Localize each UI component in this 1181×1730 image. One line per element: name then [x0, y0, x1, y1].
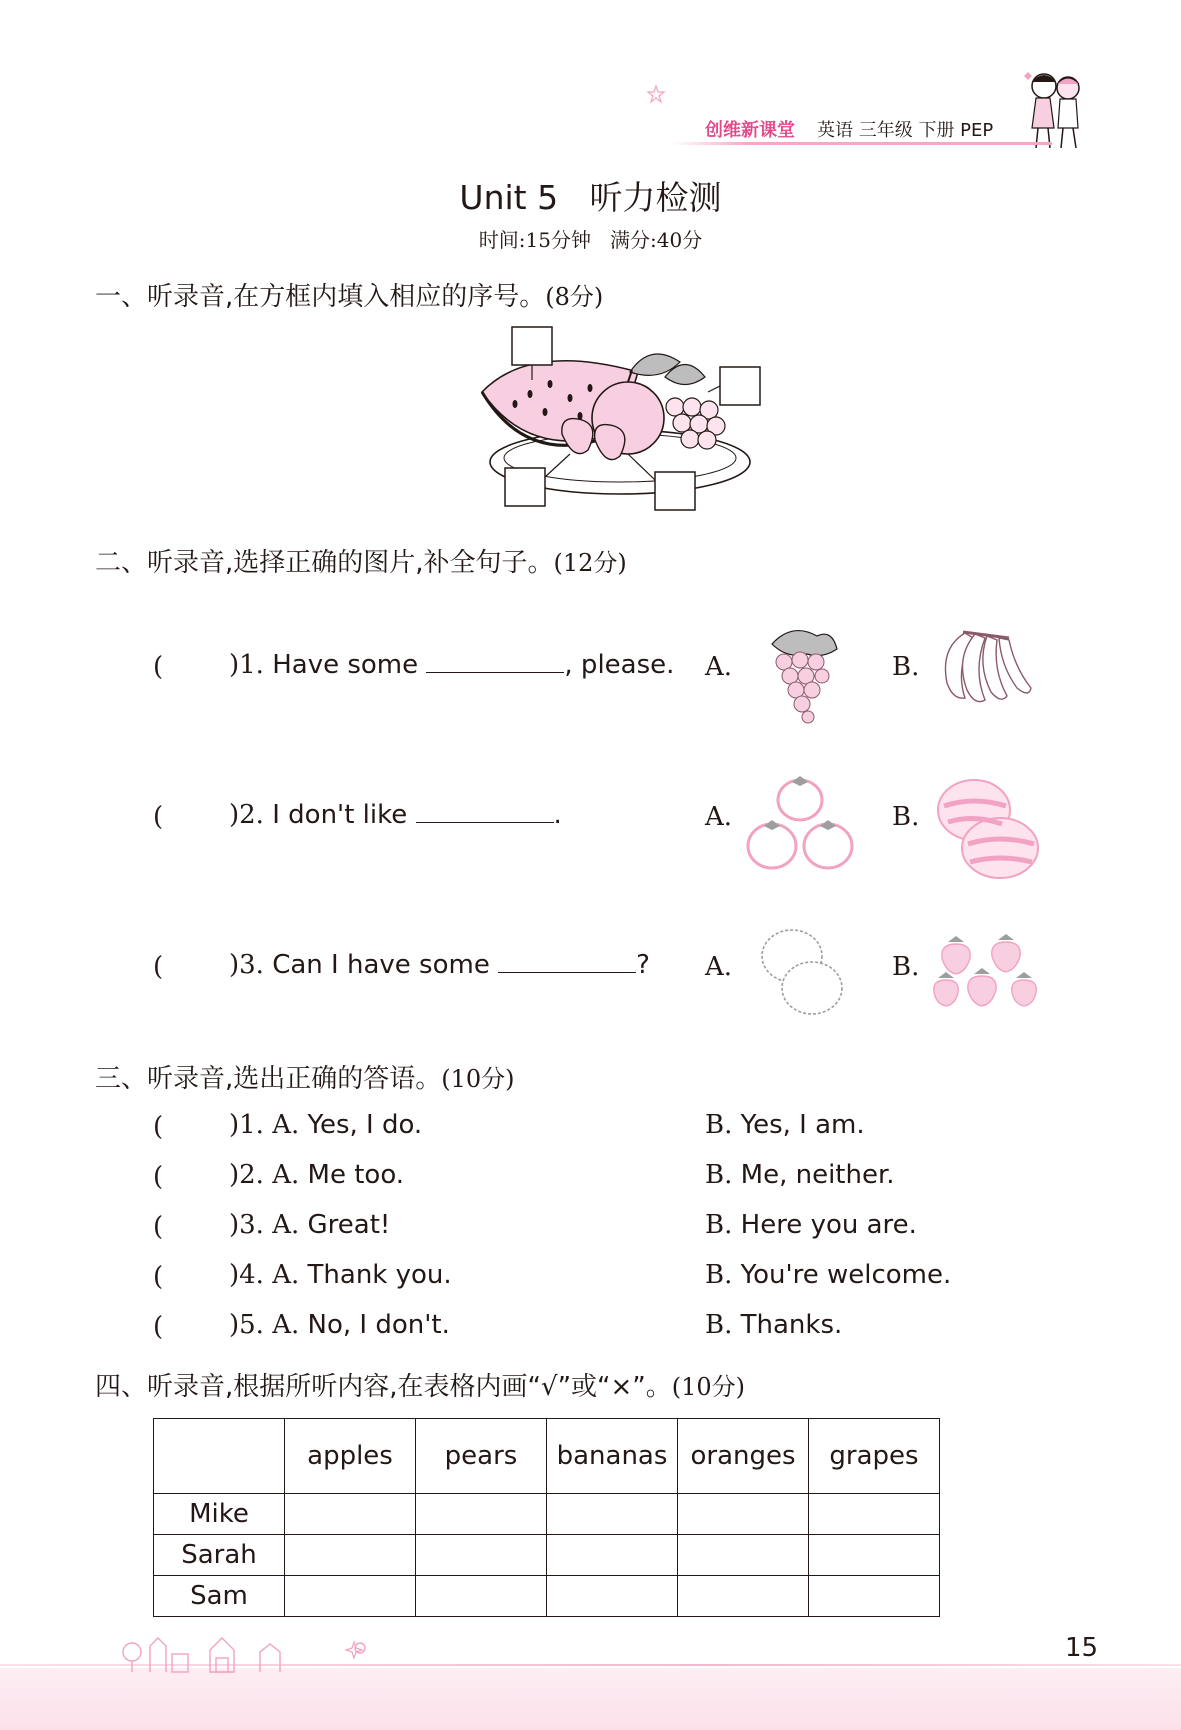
row-header: Sarah	[154, 1535, 285, 1576]
option-a-text: No, I don't.	[307, 1310, 450, 1340]
section3-item-1-option-b	[705, 1110, 865, 1140]
page-number: 15	[1065, 1633, 1099, 1663]
item-number: )4.	[229, 1260, 264, 1290]
option-a-label: A.	[272, 1110, 300, 1140]
answer-cell[interactable]	[809, 1494, 940, 1535]
page-title: Unit 5 听力检测	[459, 178, 722, 217]
question-text-end: , please.	[564, 650, 675, 680]
answer-cell[interactable]	[285, 1494, 416, 1535]
row-header: Mike	[154, 1494, 285, 1535]
column-header: apples	[285, 1419, 416, 1494]
section2-question-1	[229, 650, 674, 680]
option-b-label: B.	[892, 952, 920, 982]
answer-cell[interactable]	[678, 1535, 809, 1576]
watermelons-icon[interactable]	[934, 776, 1040, 880]
option-b-label: B.	[892, 802, 920, 832]
option-a-text: Great!	[307, 1210, 391, 1240]
section1-heading	[95, 276, 603, 313]
option-a-label: A.	[272, 1160, 300, 1190]
section3-item-3	[229, 1210, 390, 1240]
table-row	[154, 1535, 940, 1576]
oranges-icon[interactable]	[756, 926, 848, 1018]
row-header: Sam	[154, 1576, 285, 1617]
table-row	[154, 1576, 940, 1617]
question-number: )2.	[229, 800, 264, 830]
kids-mascot-icon	[1010, 68, 1090, 152]
option-b-text: You're welcome.	[740, 1260, 952, 1290]
section3-item-4-option-b	[705, 1260, 951, 1290]
question-number: )1.	[229, 650, 264, 680]
bananas-icon[interactable]	[935, 628, 1035, 708]
answer-paren-open: (	[153, 652, 164, 682]
answer-cell[interactable]	[547, 1576, 678, 1617]
answer-cell[interactable]	[416, 1535, 547, 1576]
fruit-plate-illustration	[470, 322, 770, 518]
brand-label: 创维新课堂	[705, 120, 795, 141]
grapes-icon[interactable]	[762, 624, 842, 724]
question-text-end: .	[553, 800, 562, 830]
section2-question-3	[229, 950, 650, 980]
answer-paren-open: (	[153, 1112, 164, 1142]
item-number: )1.	[229, 1110, 264, 1140]
answer-blank[interactable]	[416, 802, 554, 823]
option-b-text: Thanks.	[740, 1310, 843, 1340]
column-header: oranges	[678, 1419, 809, 1494]
section3-text: 三、听录音,选出正确的答语。	[95, 1064, 442, 1094]
table-header-row	[154, 1419, 940, 1494]
section3-item-2	[229, 1160, 404, 1190]
answer-cell[interactable]	[547, 1535, 678, 1576]
section4-heading	[95, 1366, 745, 1403]
option-b-label: B.	[705, 1310, 733, 1340]
section3-item-5-option-b	[705, 1310, 842, 1340]
answer-cell[interactable]	[809, 1535, 940, 1576]
section2-points: (12分)	[553, 549, 627, 577]
column-header: pears	[416, 1419, 547, 1494]
star-icon	[646, 84, 666, 104]
option-a-text: Me too.	[307, 1160, 405, 1190]
question-text: Have some	[272, 650, 419, 680]
answer-cell[interactable]	[547, 1494, 678, 1535]
answer-blank[interactable]	[498, 952, 636, 973]
book-info: 英语 三年级 下册 PEP	[817, 120, 994, 141]
section3-item-4	[229, 1260, 452, 1290]
section3-points: (10分)	[441, 1065, 515, 1093]
answer-cell[interactable]	[416, 1576, 547, 1617]
option-b-label: B.	[892, 652, 920, 682]
answer-cell[interactable]	[285, 1576, 416, 1617]
question-text: I don't like	[272, 800, 408, 830]
option-b-text: Me, neither.	[740, 1160, 895, 1190]
section3-item-1	[229, 1110, 422, 1140]
option-a-label: A.	[272, 1210, 300, 1240]
option-a-label: A.	[705, 952, 733, 982]
answer-paren-open: (	[153, 1312, 164, 1342]
section1-text: 一、听录音,在方框内填入相应的序号。	[95, 282, 546, 312]
answer-paren-open: (	[153, 802, 164, 832]
option-b-label: B.	[705, 1260, 733, 1290]
table-corner-cell	[154, 1419, 285, 1494]
page-subtitle: 时间:15分钟 满分:40分	[478, 228, 703, 252]
answer-paren-open: (	[153, 1212, 164, 1242]
header-divider	[672, 142, 1052, 145]
answer-blank[interactable]	[426, 652, 564, 673]
strawberries-icon[interactable]	[926, 930, 1046, 1010]
section3-item-2-option-b	[705, 1160, 895, 1190]
section2-heading	[95, 542, 627, 579]
item-number: )2.	[229, 1160, 264, 1190]
option-b-text: Here you are.	[740, 1210, 917, 1240]
answer-cell[interactable]	[678, 1576, 809, 1617]
option-b-label: B.	[705, 1110, 733, 1140]
option-a-label: A.	[705, 802, 733, 832]
option-a-label: A.	[705, 652, 733, 682]
answer-paren-open: (	[153, 1162, 164, 1192]
item-number: )5.	[229, 1310, 264, 1340]
column-header: bananas	[547, 1419, 678, 1494]
question-text: Can I have some	[272, 950, 490, 980]
column-header: grapes	[809, 1419, 940, 1494]
answer-cell[interactable]	[678, 1494, 809, 1535]
section2-text: 二、听录音,选择正确的图片,补全句子。	[95, 548, 554, 578]
section3-item-3-option-b	[705, 1210, 917, 1240]
section3-item-5	[229, 1310, 450, 1340]
section1-points: (8分)	[545, 283, 604, 311]
option-b-text: Yes, I am.	[740, 1110, 865, 1140]
town-decoration-icon	[110, 1624, 370, 1674]
section4-points: (10分)	[671, 1373, 746, 1401]
option-b-label: B.	[705, 1210, 733, 1240]
option-a-label: A.	[272, 1310, 300, 1340]
question-text-end: ?	[636, 950, 650, 980]
option-a-text: Yes, I do.	[307, 1110, 423, 1140]
answer-paren-open: (	[153, 952, 164, 982]
question-number: )3.	[229, 950, 264, 980]
answer-cell[interactable]	[285, 1535, 416, 1576]
option-a-label: A.	[272, 1260, 300, 1290]
section3-heading	[95, 1058, 515, 1095]
section2-question-2	[229, 800, 562, 830]
footer-band	[0, 1668, 1181, 1730]
fruit-table	[153, 1418, 940, 1617]
option-a-text: Thank you.	[307, 1260, 452, 1290]
answer-paren-open: (	[153, 1262, 164, 1292]
tomatoes-icon[interactable]	[744, 776, 856, 872]
section4-text: 四、听录音,根据所听内容,在表格内画“√”或“×”。	[95, 1372, 672, 1402]
table-row	[154, 1494, 940, 1535]
answer-cell[interactable]	[809, 1576, 940, 1617]
sparkle-icon	[344, 1640, 364, 1660]
answer-cell[interactable]	[416, 1494, 547, 1535]
option-b-label: B.	[705, 1160, 733, 1190]
item-number: )3.	[229, 1210, 264, 1240]
